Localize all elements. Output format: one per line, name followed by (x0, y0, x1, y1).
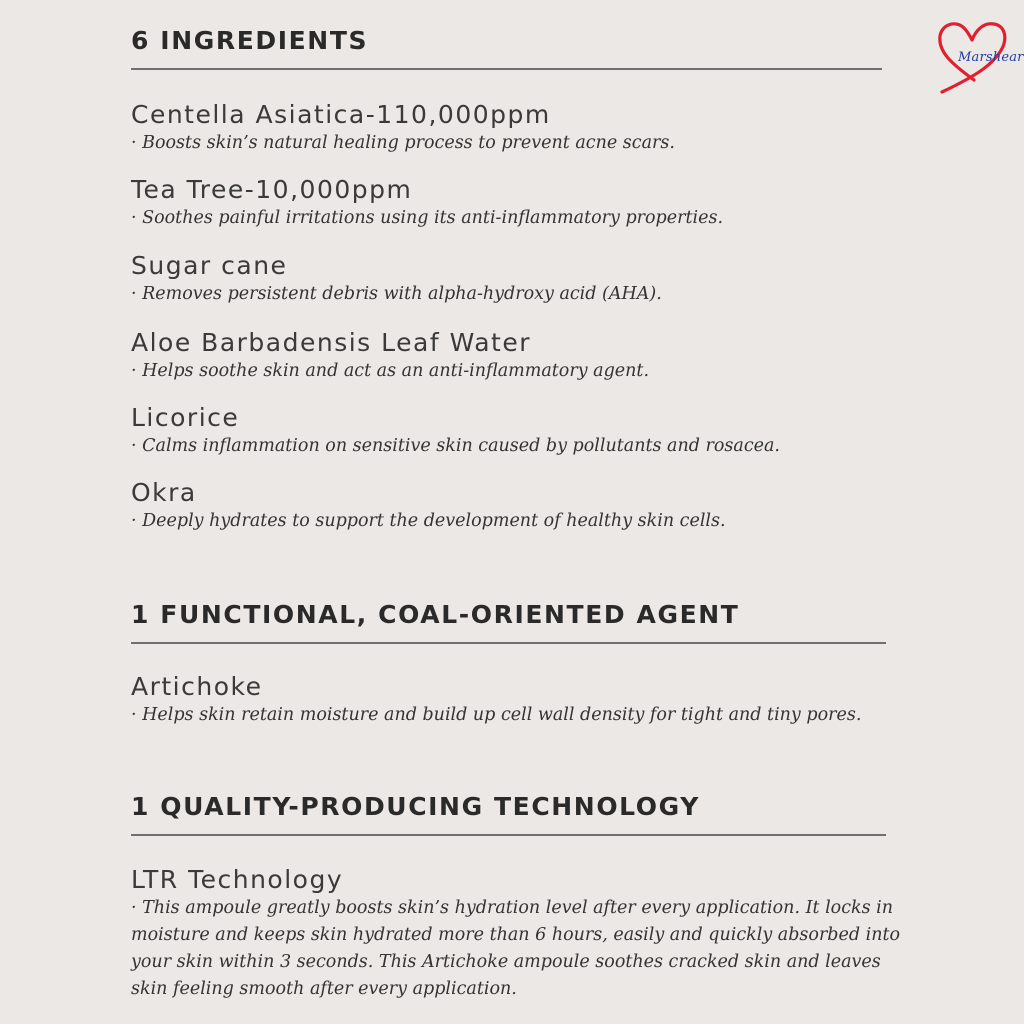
item-description: · Soothes painful irritations using its anti-inflammatory properties. (131, 208, 724, 228)
section-heading: 1 QUALITY-PRODUCING TECHNOLOGY (131, 792, 700, 821)
section-divider (131, 642, 886, 644)
item-description: · Calms inflammation on sensitive skin caused by pollutants and rosacea. (131, 436, 780, 456)
section-heading: 6 INGREDIENTS (131, 26, 369, 55)
technology-item (131, 865, 921, 1003)
logo-text: Marshear (958, 50, 1024, 65)
item-name: Aloe Barbadensis Leaf Water (131, 328, 531, 357)
section-functional-agent (131, 600, 886, 644)
item-name: Licorice (131, 403, 240, 432)
item-name: Tea Tree-10,000ppm (131, 175, 413, 204)
item-description: · Helps skin retain moisture and build up cell wall density for tight and tiny pores. (131, 705, 862, 725)
item-name: Centella Asiatica-110,000ppm (131, 100, 551, 129)
item-name: Okra (131, 478, 197, 507)
item-description: · Removes persistent debris with alpha-hydroxy acid (AHA). (131, 284, 662, 304)
ingredient-item (131, 175, 723, 231)
agent-item (131, 672, 861, 728)
item-name: Artichoke (131, 672, 263, 701)
section-ingredients (131, 26, 882, 70)
item-description: · Boosts skin’s natural healing process to prevent acne scars. (131, 133, 675, 153)
item-description: · Deeply hydrates to support the development of healthy skin cells. (131, 511, 726, 531)
ingredient-item (131, 403, 780, 459)
item-name: LTR Technology (131, 865, 344, 894)
item-name: Sugar cane (131, 251, 288, 280)
marshear-logo (934, 18, 1024, 94)
section-divider (131, 834, 886, 836)
ingredient-item (131, 100, 675, 156)
section-divider (131, 68, 882, 70)
ingredient-item (131, 478, 726, 534)
section-technology (131, 792, 886, 836)
section-heading: 1 FUNCTIONAL, COAL-ORIENTED AGENT (131, 600, 740, 629)
item-description: · Helps soothe skin and act as an anti-inflammatory agent. (131, 361, 650, 381)
item-description: · This ampoule greatly boosts skin’s hydration level after every application. It locks in moisture and keeps skin hydrated more than 6 hours, easily and quickly absorbed into your skin within 3 seconds. This Artichoke ampoule soothes cracked skin and leaves skin feeling smooth after every application. (131, 898, 901, 999)
ingredient-item (131, 251, 662, 307)
ingredient-item (131, 328, 649, 384)
